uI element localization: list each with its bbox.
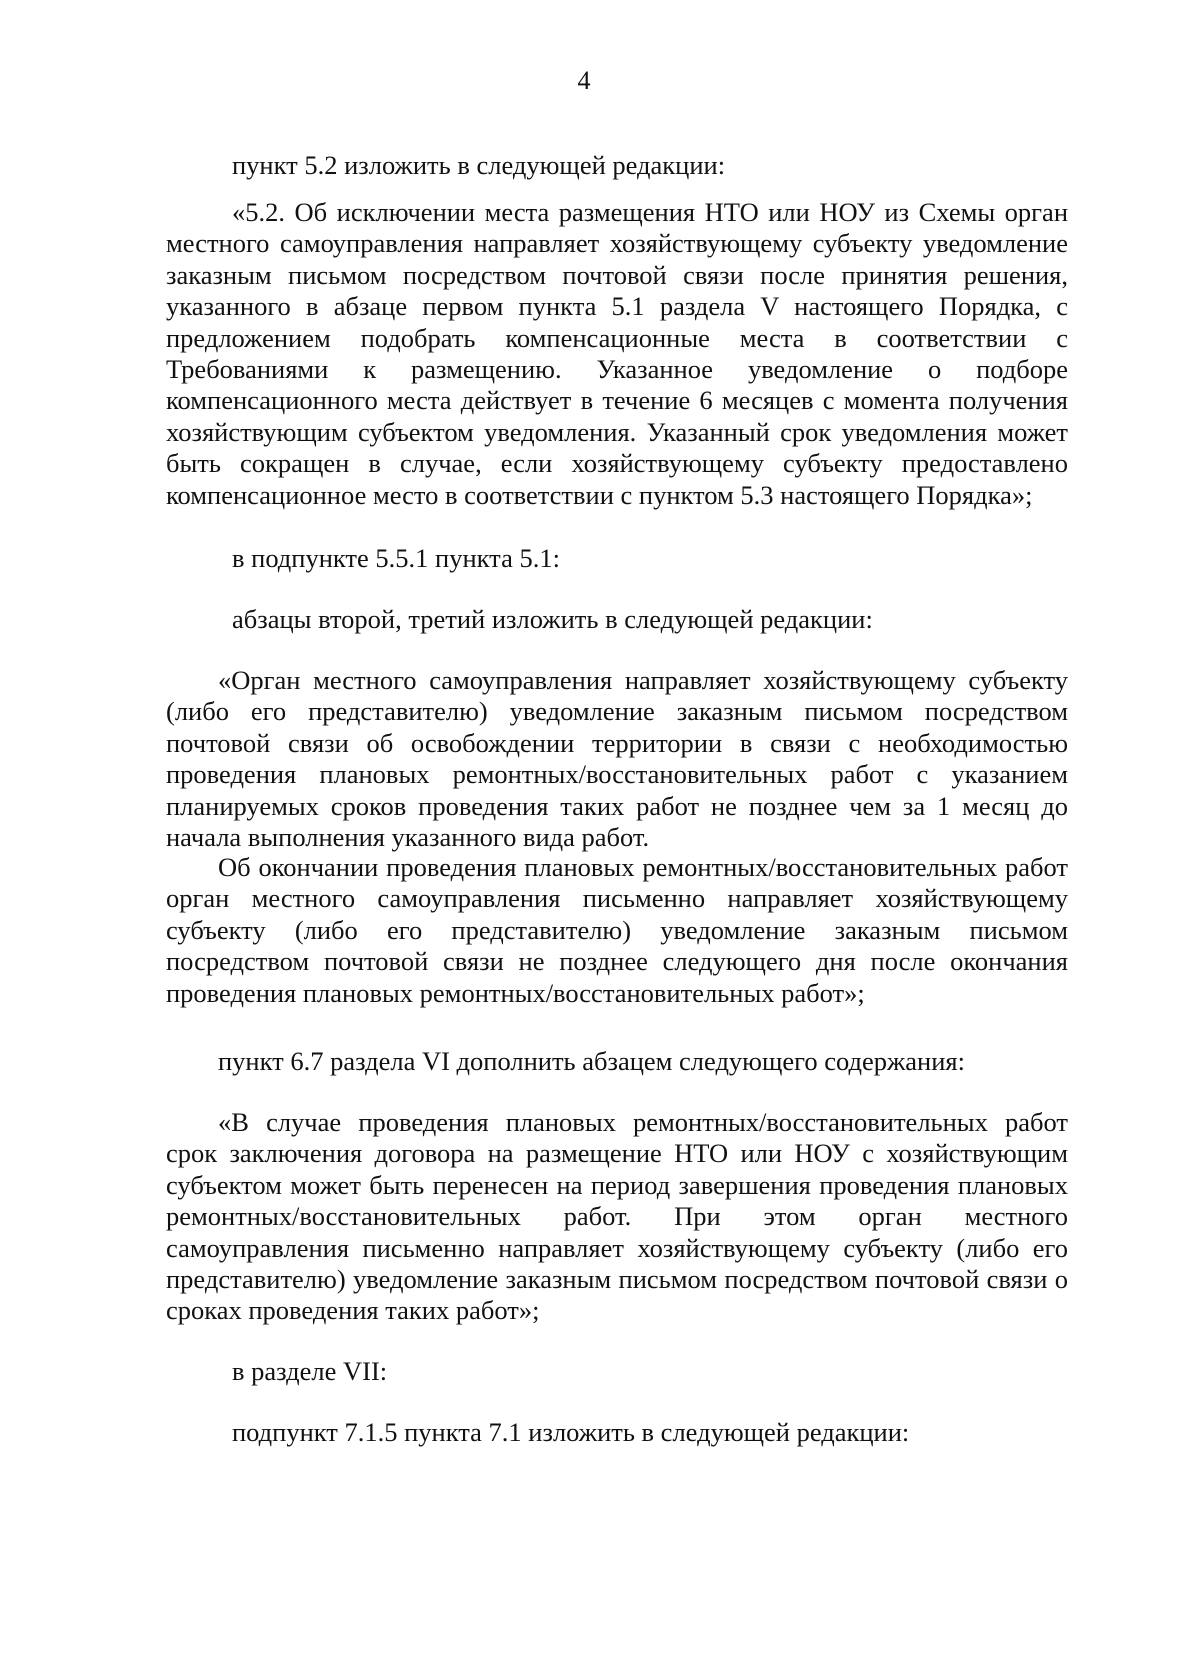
page-number: 4	[577, 66, 591, 95]
paragraph-text-okonchanie: Об окончании проведения плановых ремонтных/восстановительных работ орган местного самоуправления письменно направляет хозяйствующему субъекту (либо его представителю) уведомление заказным письмом посредством почтовой связи не позднее следующего дня после окончания проведения плановых ремонтных/восстановительных работ»;	[166, 852, 1068, 1008]
paragraph-instruction-5-2: пункт 5.2 изложить в следующей редакции:	[232, 150, 726, 180]
paragraph-text-organ: «Орган местного самоуправления направляет хозяйствующему субъекту (либо его представителю) уведомление заказным письмом посредством почтовой связи об освобождении территории в связи с необходимостью проведения плановых ремонтных/восстановительных работ с указанием планируемых сроков проведения таких работ не позднее чем за 1 месяц до начала выполнения указанного вида работ.	[166, 665, 1068, 853]
paragraph-text-6-7: «В случае проведения плановых ремонтных/восстановительных работ срок заключения договора на размещение НТО или НОУ с хозяйствующим субъектом может быть перенесен на период завершения проведения плановых ремонтных/восстановительных работ. При этом орган местного самоуправления письменно направляет хозяйствующему субъекту (либо его представителю) уведомление заказным письмом посредством почтовой связи о сроках проведения таких работ»;	[166, 1107, 1068, 1326]
paragraph-text-5-2: «5.2. Об исключении места размещения НТО или НОУ из Схемы орган местного самоуправления направляет хозяйствующему субъекту уведомление заказным письмом посредством почтовой связи после принятия решения, указанного в абзаце первом пункта 5.1 раздела V настоящего Порядка, с предложением подобрать компенсационные места в соответствии с Требованиями к размещению. Указанное уведомление о подборе компенсационного места действует в течение 6 месяцев с момента получения хозяйствующим субъектом уведомления. Указанный срок уведомления может быть сокращен в случае, если хозяйствующему субъекту предоставлено компенсационное место в соответствии с пунктом 5.3 настоящего Порядка»;	[166, 197, 1068, 510]
paragraph-instruction-7-1-5: подпункт 7.1.5 пункта 7.1 изложить в следующей редакции:	[232, 1417, 910, 1447]
paragraph-instruction-6-7: пункт 6.7 раздела VI дополнить абзацем следующего содержания:	[218, 1046, 965, 1076]
paragraph-instruction-section-7: в разделе VII:	[232, 1356, 388, 1386]
paragraph-instruction-abzacy: абзацы второй, третий изложить в следующей редакции:	[232, 604, 873, 634]
paragraph-instruction-5-5-1: в подпункте 5.5.1 пункта 5.1:	[232, 543, 560, 573]
